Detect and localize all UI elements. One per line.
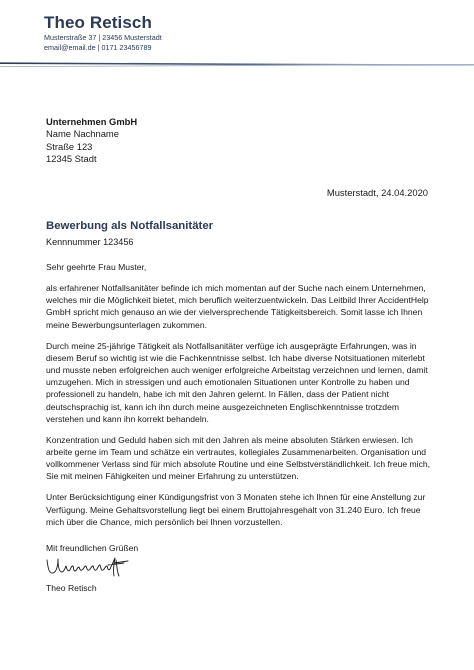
- recipient-company: Unternehmen GmbH: [46, 116, 138, 127]
- sender-address-line: [44, 33, 444, 43]
- paragraph-strengths: Konzentration und Geduld haben sich mit den Jahren als meine absoluten Stärken erwiesen. Ich arbeite gerne im Team und schätze ein vertrautes, kollegiales Zusammenarbeiten. Organisation und vollkommener Verlass sind für mich absolute Routine und eine Selbstverständlichkeit. Ich freue mich, Sie mit meinen Fähigkeiten und meiner Erfahrung zu unterstützen.: [46, 434, 431, 482]
- letter-date: Musterstadt, 24.04.2020: [326, 187, 428, 198]
- separator: |: [98, 33, 101, 42]
- sender-street: Musterstraße 37: [44, 33, 97, 42]
- recipient-city: 12345 Stadt: [46, 152, 97, 164]
- header-rule: [0, 62, 474, 68]
- paragraph-experience: Durch meine 25-jährige Tätigkeit als Notfallsanitäter verfüge ich ausgeprägte Erfahrungen, was in diesem Beruf so wichtig ist wie die Fachkenntnisse selbst. Ich habe diverse Notsituationen miterlebt und musste neben erfolgreichen auch weniger erfolgreiche Arbeitstag verzeichnen und lernen, damit umzugehen. Mich in stressigen und auch emotionalen Situationen unter Kontrolle zu haben und professionell zu handeln, habe ich mit den Jahren gelernt. In Fällen, dass der Patient nicht deutschsprachig ist, kann ich ihn durch meine ausgezeichneten Englischkenntnisse trotzdem verstehen und kann ihn korrekt behandeln.: [46, 340, 428, 424]
- closing: Mit freundlichen Grüßen: [46, 543, 139, 553]
- paragraph-availability: Unter Berücksichtigung einer Kündigungsfrist von 3 Monaten stehe ich Ihnen für eine Anstellung zur Verfügung. Meine Gehaltsvorstellung liegt bei einem Bruttojahresgehalt von 31.240 Euro. Ich freue mich über die Chance, mich persönlich bei Ihnen vorzustellen.: [46, 492, 426, 527]
- sender-email: email@email.de: [44, 43, 96, 52]
- separator: |: [97, 43, 100, 52]
- letterhead: [44, 13, 444, 53]
- recipient-address: [46, 116, 137, 165]
- reference-number: Kennnummer 123456: [46, 237, 134, 247]
- header-rule-graphic: [0, 62, 474, 68]
- sender-phone: 0171 23456789: [101, 43, 152, 52]
- sender-city: 23456 Musterstadt: [102, 33, 162, 42]
- letter-body: [46, 261, 438, 537]
- recipient-contact: Name Nachname: [46, 128, 119, 140]
- paragraph-intro: als erfahrener Notfallsanitäter befinde ich mich momentan auf der Suche nach einem Unternehmen, welches mir die Möglichkeit bietet, mich beruflich weiterzuentwickeln. Das Leitbild Ihrer AccidentHelp GmbH spricht mich genauso an wie der vielversprechende Tätigkeitsbereich. Somit lasse ich Ihnen meine Bewerbungsunterlagen zukommen.: [46, 283, 429, 330]
- salutation: Sehr geehrte Frau Muster,: [46, 262, 147, 272]
- sender-contact-line: [44, 43, 444, 53]
- letter-subject: Bewerbung als Notfallsanitäter: [46, 220, 214, 232]
- sender-name: Theo Retisch: [44, 13, 152, 32]
- signer-name: Theo Retisch: [46, 583, 97, 593]
- recipient-street: Straße 123: [46, 140, 93, 152]
- signature-graphic: [44, 554, 134, 580]
